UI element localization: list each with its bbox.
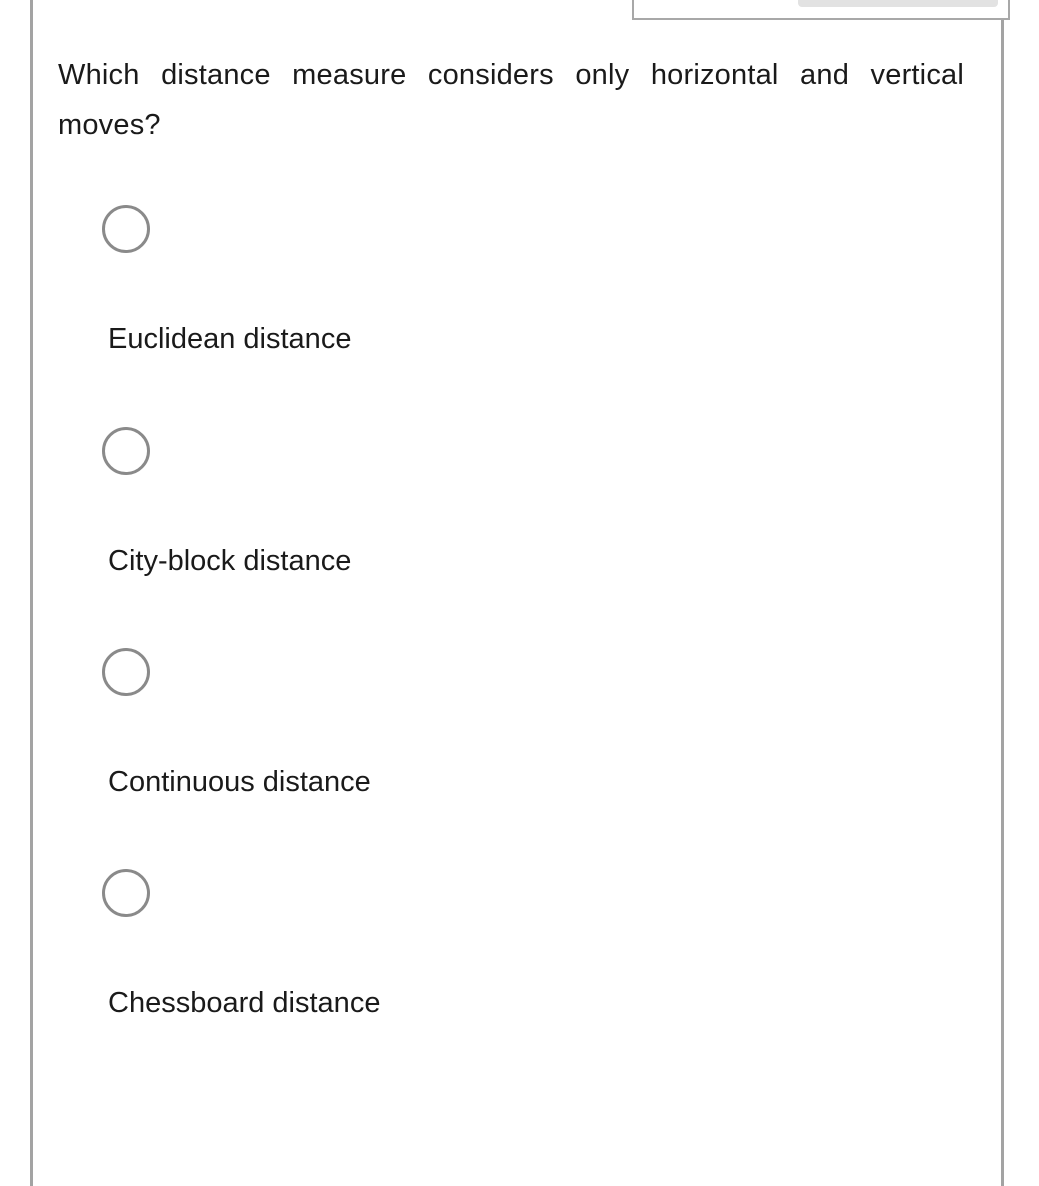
- option-label: City-block distance: [108, 545, 352, 577]
- option-label: Chessboard distance: [108, 987, 381, 1019]
- question-text: Which distance measure considers only horizontal and vertical moves?: [58, 59, 964, 141]
- option-chessboard[interactable]: [100, 869, 600, 1059]
- option-label: Euclidean distance: [108, 323, 352, 355]
- radio-button[interactable]: [102, 427, 150, 475]
- top-toolbar-box: [632, 0, 1010, 20]
- option-euclidean[interactable]: [100, 205, 600, 395]
- option-continuous[interactable]: [100, 648, 600, 838]
- option-city-block[interactable]: [100, 427, 600, 617]
- radio-button[interactable]: [102, 869, 150, 917]
- radio-button[interactable]: [102, 648, 150, 696]
- option-label: Continuous distance: [108, 766, 371, 798]
- top-toolbar-button[interactable]: [798, 0, 998, 7]
- radio-button[interactable]: [102, 205, 150, 253]
